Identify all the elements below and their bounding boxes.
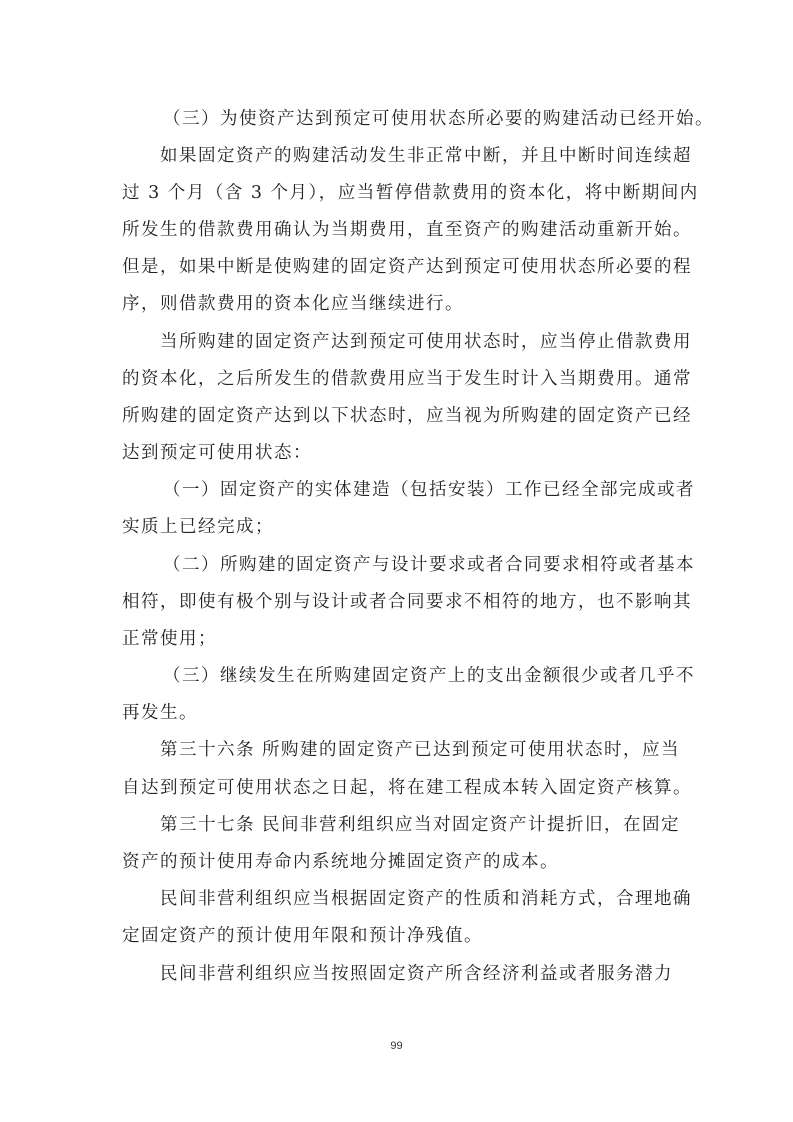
- text-line-15: 正常使用；: [122, 629, 217, 649]
- text-line-19: 自达到预定可使用状态之日起，将在建工程成本转入固定资产核算。: [122, 778, 692, 798]
- text-line-18: 第三十六条 所购建的固定资产已达到预定可使用状态时，应当: [160, 740, 681, 760]
- text-line-14: 相符，即使有极个别与设计或者合同要求不相符的地方，也不影响其: [122, 592, 692, 612]
- text-line-16: （三）继续发生在所购建固定资产上的支出金额很少或者几乎不: [163, 666, 695, 686]
- text-line-20: 第三十七条 民间非营利组织应当对固定资产计提折旧，在固定: [160, 815, 681, 835]
- text-line-5: 但是，如果中断是使购建的固定资产达到预定可使用状态所必要的程: [122, 257, 692, 277]
- page-number: 99: [390, 1040, 403, 1052]
- text-line-22: 民间非营利组织应当根据固定资产的性质和消耗方式，合理地确: [160, 889, 692, 909]
- text-line-1: （三）为使资产达到预定可使用状态所必要的购建活动已经开始。: [163, 109, 714, 129]
- text-line-10: 达到预定可使用状态：: [122, 443, 312, 463]
- text-line-23: 定固定资产的预计使用年限和预计净残值。: [122, 926, 483, 946]
- text-line-9: 所购建的固定资产达到以下状态时，应当视为所购建的固定资产已经: [122, 406, 692, 426]
- text-line-8: 的资本化，之后所发生的借款费用应当于发生时计入当期费用。通常: [122, 369, 692, 389]
- text-line-6: 序，则借款费用的资本化应当继续进行。: [122, 294, 464, 314]
- text-line-11: （一）固定资产的实体建造（包括安装）工作已经全部完成或者: [163, 480, 695, 500]
- text-line-2: 如果固定资产的购建活动发生非正常中断，并且中断时间连续超: [160, 146, 692, 166]
- text-line-21: 资产的预计使用寿命内系统地分摊固定资产的成本。: [122, 852, 559, 872]
- text-line-3: 过 3 个月（含 3 个月），应当暂停借款费用的资本化，将中断期间内: [122, 183, 699, 203]
- text-line-4: 所发生的借款费用确认为当期费用，直至资产的购建活动重新开始。: [122, 220, 692, 240]
- text-line-13: （二）所购建的固定资产与设计要求或者合同要求相符或者基本: [163, 555, 695, 575]
- text-line-12: 实质上已经完成；: [122, 517, 274, 537]
- text-line-7: 当所购建的固定资产达到预定可使用状态时，应当停止借款费用: [160, 332, 692, 352]
- text-line-24: 民间非营利组织应当按照固定资产所含经济利益或者服务潜力: [160, 964, 673, 984]
- text-line-17: 再发生。: [122, 703, 198, 723]
